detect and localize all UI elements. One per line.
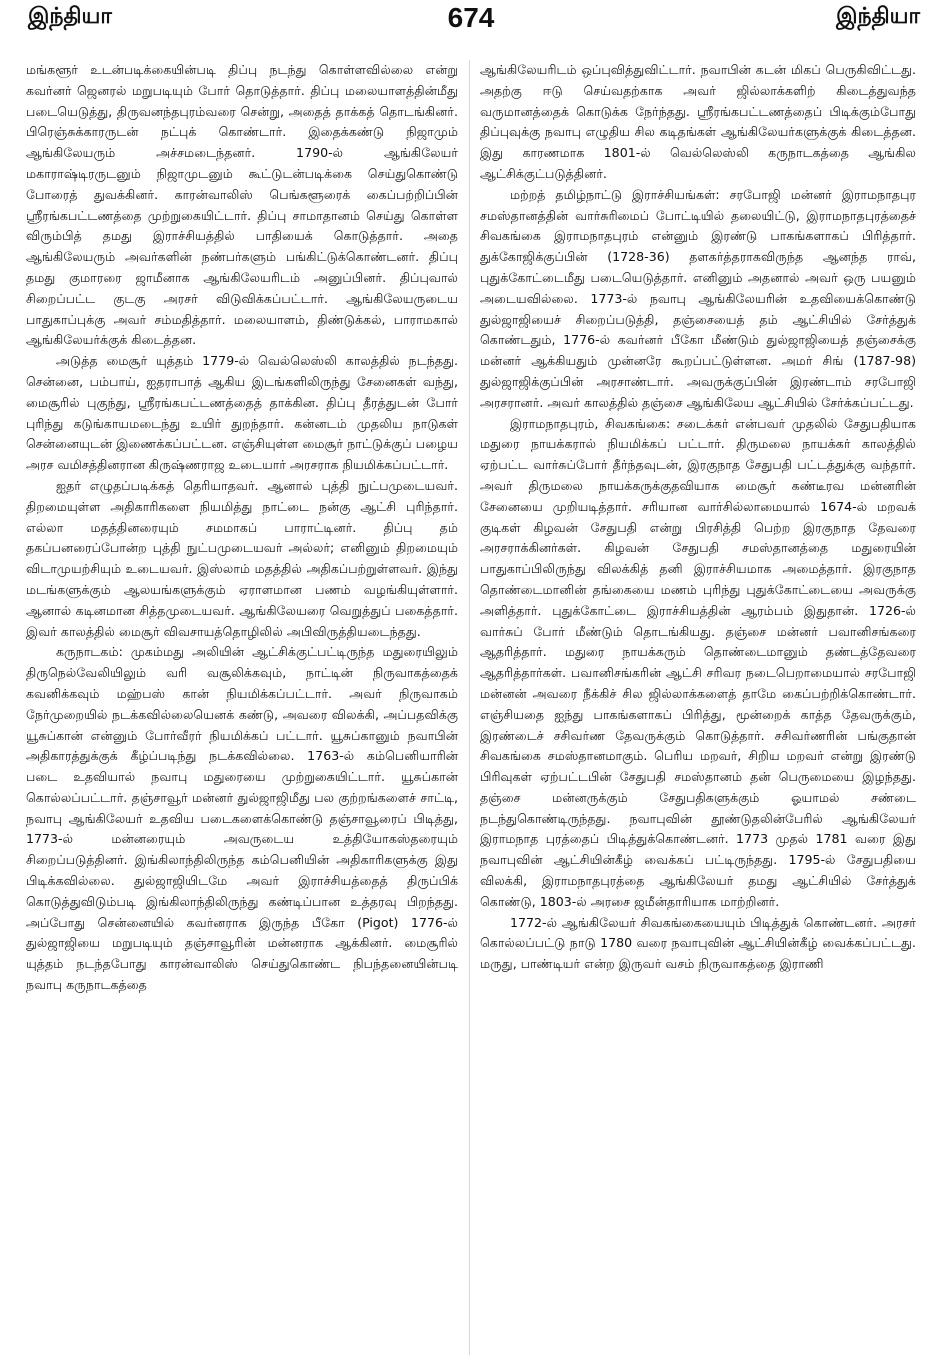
paragraph: ஐதர் எழுதப்படிக்கத் தெரியாதவர். ஆனால் புத்தி நுட்பமுடையவர். திறமையுள்ள அதிகாரிகளை நியமித்து நாட்டை நன்கு ஆட்சி புரிந்தார். எல்லா மதத்தினரையும் சமமாகப் பாராட்டினர். திப்பு தம் தகப்பனரைப்போன்ற புத்தி நுட்பமுடையவர் அல்லர்; எனினும் திறமையும் விடாமுயற்சியும் உடையவர். இஸ்லாம் மதத்தில் அதிகப்பற்றுள்ளவர். இந்து மடங்களுக்கும் ஆலயங்களுக்கும் ஏராளமான பணம் வழங்கியுள்ளார். ஆனால் கடினமான சித்தமுடையவர். ஆங்கிலேயரை வெறுத்துப் பகைத்தார். இவர் காலத்தில் மைசூர் விவசாயத்தொழிலில் அபிவிருத்தியடைந்தது.: [26, 477, 458, 639]
paragraph: ஆங்கிலேயரிடம் ஒப்புவித்துவிட்டார். நவாபின் கடன் மிகப் பெருகிவிட்டது. அதற்கு ஈடு செய்வதற்காக அவர் ஜில்லாக்களிற் கிடைத்துவந்த வருமானத்தைக் கொடுக்க நேர்ந்தது. ஸ்ரீரங்கபட்டணத்தைப் பிடிக்கும்போது திப்புவுக்கு நவாபு எழுதிய சில கடிதங்கள் ஆங்கிலேயர்களுக்குக் கிடைத்தன. இது காரணமாக 1801-ல் வெல்லெஸ்லி கருநாடகத்தை ஆங்கில ஆட்சிக்குட்படுத்தினர்.: [480, 62, 916, 181]
right-column: [480, 60, 916, 975]
paragraph: 1772-ல் ஆங்கிலேயர் சிவகங்கையையும் பிடித்துக் கொண்டனர். அரசர் கொல்லப்பட்டு நாடு 1780 வரை நவாபுவின் ஆட்சியின்கீழ் வைக்கப்பட்டது. மருது, பாண்டியர் என்ற இருவர் வசம் நிருவாகத்தை இராணி: [480, 914, 916, 972]
running-head-right: இந்தியா: [836, 4, 920, 29]
paragraph: அடுத்த மைசூர் யுத்தம் 1779-ல் வெல்லெஸ்லி காலத்தில் நடந்தது. சென்னை, பம்பாய், ஐதராபாத் ஆகிய இடங்களிலிருந்து சேனைகள் வந்து, மைசூரில் புகுந்து, ஸ்ரீரங்கபட்டணத்தைத் தாக்கின. திப்பு தீரத்துடன் போர் புரிந்து கடுங்காயமடைந்து உயிர் துறந்தார். கன்னடம் முதலிய நாடுகள் சென்னையுடன் இணைக்கப்பட்டன. எஞ்சியுள்ள மைசூர் நாட்டுக்குப் பழைய அரச வமிசத்தினரான கிருஷ்ணராஜ உடையார் அரசராக நியமிக்கப்பட்டார்.: [26, 353, 458, 473]
paragraph: இராமநாதபுரம், சிவகங்கை: சடைக்கர் என்பவர் முதலில் சேதுபதியாக மதுரை நாயக்கரால் நியமிக்கப் பட்டார். திருமலை நாயக்கர் காலத்தில் ஏற்பட்ட வார்சுப்போர் தீர்ந்தவுடன், இரகுநாத சேதுபதி பட்டத்துக்கு வந்தார். அவர் திருமலை நாயக்கருக்குதவியாக மைசூர் கண்டீரவ மன்னரின் சேனையை முறியடித்தார். சரியான வார்சில்லாமையால் 1674-ல் மறவக் குடிகள் கிழவன் சேதுபதி என்று பிரசித்தி பெற்ற இரகுநாத தேவரை அரசராக்கினர்கள். கிழவன் சேதுபதி சமஸ்தானத்தை மதுரையின் பாதுகாப்பிலிருந்து விலக்கித் தனி இராச்சியமாக அமைத்தார். இரகுநாத தொண்டைமானின் தங்கையை மணம் புரிந்து புதுக்கோட்டையை அவருக்கு அளித்தார். புதுக்கோட்டை இராச்சியத்தின் ஆரம்பம் இதுதான். 1726-ல் வார்சுப் போர் மீண்டும் தொடங்கியது. தஞ்சை மன்னர் பவானிசங்கரை ஆதரித்தார். மதுரை நாயக்கரும் தொண்டைமானும் தண்டத்தேவரை ஆதரித்தார்கள். பவானிசங்கரின் ஆட்சி சரிவர நடைபெறாமையால் சரபோஜி மன்னன் அவரை நீக்கிச் சில ஜில்லாக்களைத் தாமே கைப்பற்றிக்கொண்டார். எஞ்சியதை ஐந்து பாகங்களாகப் பிரித்து, மூன்றைக் காத்த தேவருக்கும், இரண்டைச் சசிவர்ண தேவருக்கும் கொடுத்தார். சசிவர்ணரின் பங்குதான் சிவகங்கை சமஸ்தானமாகும். பெரிய மறவர், சிறிய மறவர் என்று இரண்டு பிரிவுகள் ஏற்பட்டபின் சேதுபதி சமஸ்தானம் தன் பெருமையை இழந்தது. தஞ்சை மன்னருக்கும் சேதுபதிகளுக்கும் ஓயாமல் சண்டை நடந்துகொண்டிருந்தது. நவாபுவின் தூண்டுதலின்பேரில் ஆங்கிலேயர் இராமநாத புரத்தைப் பிடித்துக்கொண்டனர். 1773 முதல் 1781 வரை இது நவாபுவின் ஆட்சியின்கீழ் வைக்கப் பட்டிருந்தது. 1795-ல் சேதுபதியை விலக்கி, இராமநாதபுரத்தை ஆங்கிலேயர் தமது ஆட்சியில் சேர்த்துக் கொண்டு, 1803-ல் அரசை ஜமீன்தாரியாக மாற்றினர்.: [480, 415, 916, 909]
running-head-left: இந்தியா: [28, 4, 112, 29]
paragraph: கருநாடகம்: முகம்மது அலியின் ஆட்சிக்குட்பட்டிருந்த மதுரையிலும் திருநெல்வேலியிலும் வரி வசூலிக்கவும், நாட்டின் நிருவாகத்தைக் கவனிக்கவும் மஹ்பஸ் கான் நியமிக்கப்பட்டார். அவர் நிருவாகம் நேர்முறையில் நடக்கவில்லையெனக் கண்டு, அவரை விலக்கி, அப்பதவிக்கு யூசுப்கான் என்னும் போர்வீரர் நியமிக்கப் பட்டார். யூசுப்கானும் நவாபின் அதிகாரத்துக்குக் கீழ்ப்படிந்து நடக்கவில்லை. 1763-ல் கம்பெனியாரின் படை உதவியால் நவாபு மதுரையை முற்றுகையிட்டார். யூசுப்கான் கொல்லப்பட்டார். தஞ்சாவூர் மன்னர் துல்ஜாஜிமீது பல குற்றங்களைச் சாட்டி, நவாபு ஆங்கிலேயர் உதவிய படைகளைக்கொண்டு தஞ்சாவூரைப் பிடித்து, 1773-ல் மன்னரையும் அவருடைய உத்தியோகஸ்தரையும் சிறைப்படுத்தினர். இங்கிலாந்திலிருந்த கம்பெனியின் அதிகாரிகளுக்கு இது பிடிக்கவில்லை. துல்ஜாஜியிடமே அவர் இராச்சியத்தைத் திருப்பிக் கொடுத்துவிடும்படி இங்கிலாந்திலிருந்து கண்டிப்பான உத்தரவு பிறந்தது. அப்போது சென்னையில் கவர்னராக இருந்த பீகோ (Pigot) 1776-ல் துல்ஜாஜியை மறுபடியும் தஞ்சாவூரின் மன்னராக ஆக்கினர். மைசூரில் யுத்தம் நடந்தபோது காரன்வாலிஸ் செய்துகொண்ட நிபந்தனையின்படி நவாபு கருநாடகத்தை: [26, 644, 458, 993]
left-column: [26, 60, 458, 996]
paragraph: மற்றத் தமிழ்நாட்டு இராச்சியங்கள்: சரபோஜி மன்னர் இராமநாதபுர சமஸ்தானத்தின் வார்சுரிமைப் போட்டியில் தலையிட்டு, இராமநாதபுரத்தைச் சிவகங்கை இராமநாதபுரம் என்னும் இரண்டு பாகங்களாகப் பிரித்தார். துக்கோஜிக்குப்பின் (1728-36) தளகர்த்தராகவிருந்த ஆனந்த ராவ், புதுக்கோட்டைமீது படையெடுத்தார். எனினும் அதனால் அவர் ஒரு பயனும் அடையவில்லை. 1773-ல் நவாபு ஆங்கிலேயரின் உதவியைக்கொண்டு துல்ஜாஜியைச் சிறைப்படுத்தி, தஞ்சையைத் தம் ஆட்சியில் சேர்த்துக் கொண்டதும், 1776-ல் கவர்னர் பீகோ மீண்டும் துல்ஜாஜியைத் தஞ்சைக்கு மன்னர் ஆக்கியதும் முன்னரே கூறப்பட்டுள்ளன. அமர் சிங் (1787-98) துல்ஜாஜிக்குப்பின் அரசாண்டார். அவருக்குப்பின் இரண்டாம் சரபோஜி அரசரானர். அவர் காலத்தில் தஞ்சை ஆங்கிலேய ஆட்சியில் சேர்க்கப்பட்டது.: [480, 186, 916, 410]
page-number: 674: [447, 2, 495, 33]
paragraph: மங்களூர் உடன்படிக்கையின்படி திப்பு நடந்து கொள்ளவில்லை என்று கவர்னர் ஜெனரல் மறுபடியும் போர் தொடுத்தார். திப்பு மலையாளத்தின்மீது படையெடுத்து, திருவனந்தபுரம்வரை சென்று, அதைத் தாக்கத் தொடங்கினர். பிரெஞ்சுக்காரருடன் நட்புக் கொண்டார். இதைக்கண்டு நிஜாமும் ஆங்கிலேயரும் அச்சமடைந்தனர். 1790-ல் ஆங்கிலேயர் மகாராஷ்டிரருடனும் நிஜாமுடனும் கூட்டுடன்படிக்கை செய்துகொண்டு போரைத் துவக்கினர். காரன்வாலிஸ் பெங்களூரைக் கைப்பற்றிப்பின் ஸ்ரீரங்கபட்டணத்தை முற்றுகையிட்டார். திப்பு சாமாதானம் செய்து கொள்ள விரும்பித் தமது இராச்சியத்தில் பாதியைக் கொடுத்தார். அதை ஆங்கிலேயரும் அவர்களின் நண்பர்களும் பங்கிட்டுக்கொண்டனர். திப்பு தமது குமாரரை ஜாமீனாக ஆங்கிலேயரிடம் அனுப்பினர். திப்புவால் சிறைப்பட்ட குடகு அரசர் விடுவிக்கப்பட்டார். ஆங்கிலேயருடைய பாதுகாப்புக்கு அவர் சம்மதித்தார். மலையாளம், திண்டுக்கல், பாராமகால் ஆங்கிலேயர்க்குக் கிடைத்தன.: [26, 62, 458, 348]
page-header: [0, 0, 942, 44]
column-divider: [469, 60, 470, 1355]
